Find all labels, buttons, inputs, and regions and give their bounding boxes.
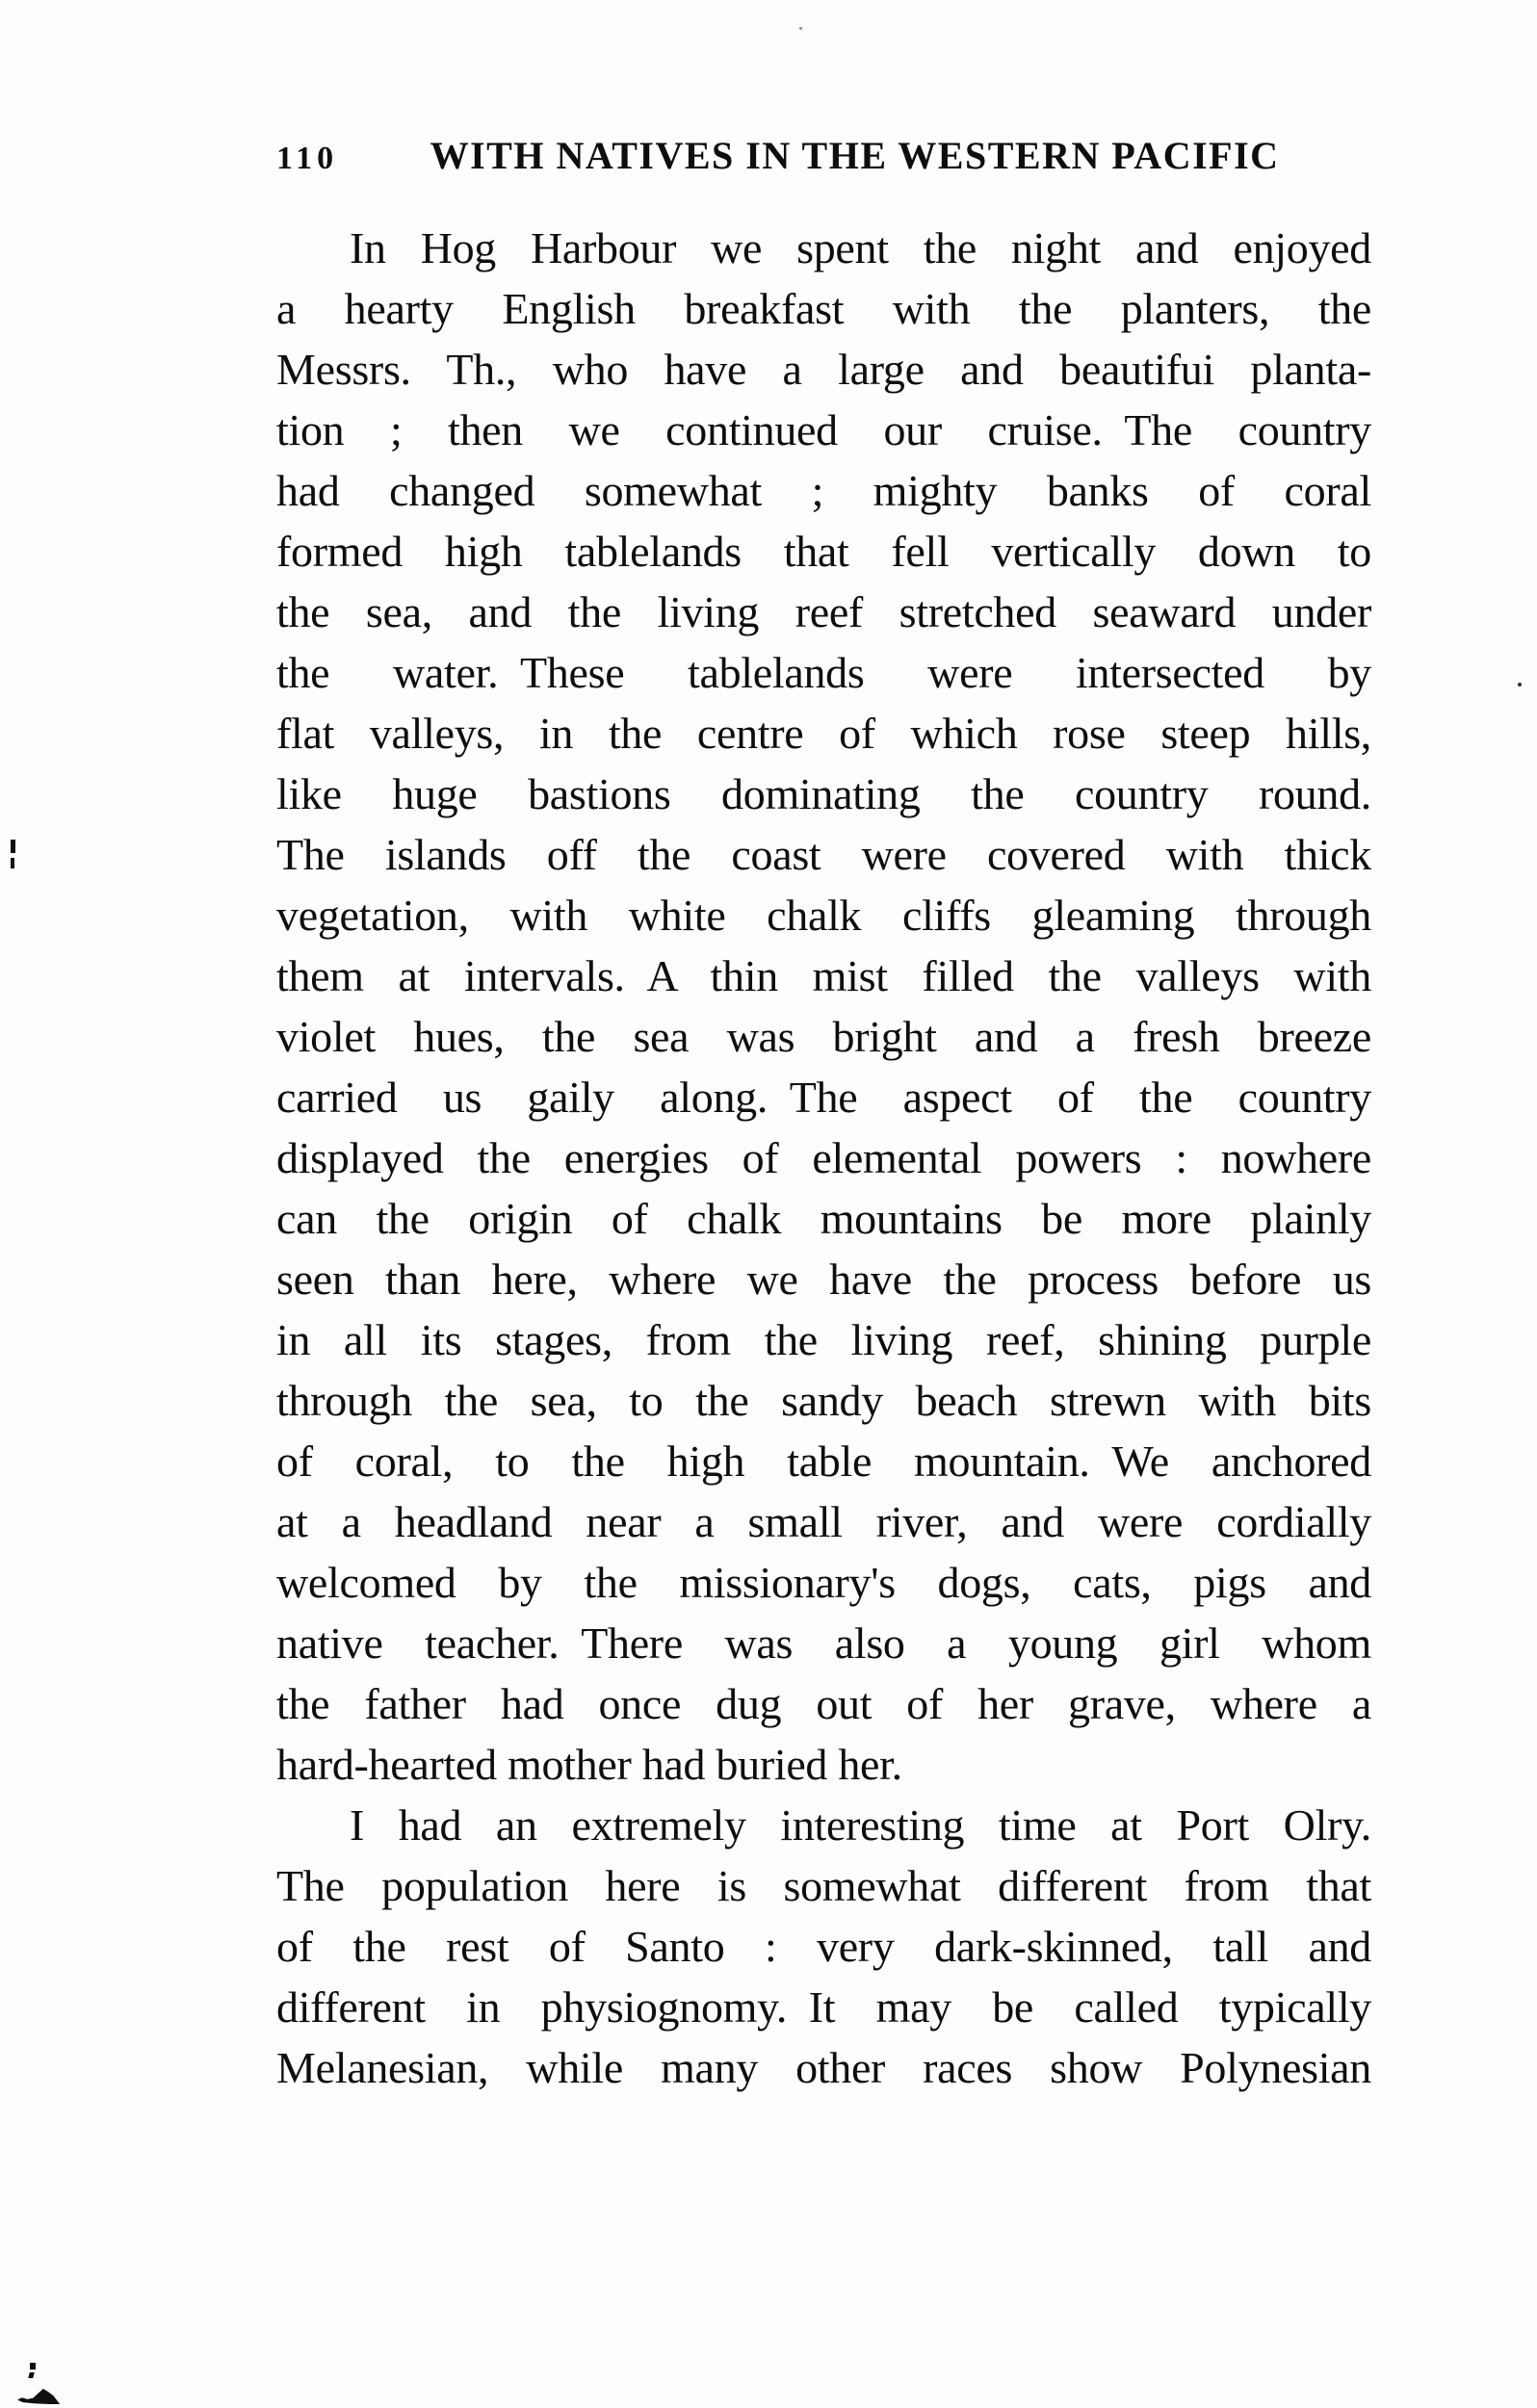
text-line: them at intervals. A thin mist filled the valleys with <box>276 951 1371 1000</box>
scan-artifact <box>11 840 15 853</box>
text-line: can the origin of chalk mountains be more plainly <box>276 1194 1371 1243</box>
scan-artifact <box>17 2389 64 2404</box>
text-line: vegetation, with white chalk cliffs gleaming through <box>276 891 1371 940</box>
text-line: Melanesian, while many other races show Polynesian <box>276 2043 1371 2092</box>
text-line: of the rest of Santo : very dark-skinned, tall and <box>276 1922 1371 1971</box>
scan-artifact <box>30 2363 36 2369</box>
text-line: native teacher. There was also a young girl whom <box>276 1618 1371 1668</box>
text-block <box>276 218 1371 2098</box>
text-line: a hearty English breakfast with the planters, the <box>276 284 1371 333</box>
page-header <box>276 133 1371 178</box>
text-line: The population here is somewhat different from that <box>276 1861 1371 1910</box>
text-line: carried us gaily along. The aspect of the country <box>276 1073 1371 1122</box>
text-line: flat valleys, in the centre of which rose steep hills, <box>276 709 1371 758</box>
text-line: violet hues, the sea was bright and a fresh breeze <box>276 1012 1371 1061</box>
text-line: displayed the energies of elemental powers : nowhere <box>276 1133 1371 1182</box>
text-line: the sea, and the living reef stretched seaward under <box>276 587 1371 636</box>
text-line: the water. These tablelands were intersected by <box>276 648 1371 697</box>
paragraph <box>276 218 1371 1795</box>
text-line: welcomed by the missionary's dogs, cats, pigs and <box>276 1558 1371 1607</box>
text-line: tion ; then we continued our cruise. The country <box>276 405 1371 454</box>
text-line: had changed somewhat ; mighty banks of coral <box>276 466 1371 515</box>
text-line: In Hog Harbour we spent the night and enjoyed <box>350 223 1371 272</box>
text-line: like huge bastions dominating the country round. <box>276 769 1371 818</box>
text-line: The islands off the coast were covered with thick <box>276 830 1371 879</box>
scan-artifact <box>28 2372 34 2378</box>
text-line: of coral, to the high table mountain. We anchored <box>276 1437 1371 1486</box>
scan-artifact <box>1518 683 1522 686</box>
text-line: seen than here, where we have the process before us <box>276 1255 1371 1304</box>
text-line: formed high tablelands that fell vertically down to <box>276 527 1371 576</box>
paragraph <box>276 1795 1371 2098</box>
text-line: the father had once dug out of her grave, where a <box>276 1679 1371 1728</box>
page-number: 110 <box>276 141 339 176</box>
text-line: in all its stages, from the living reef, shining purple <box>276 1315 1371 1364</box>
text-line: at a headland near a small river, and were cordially <box>276 1497 1371 1546</box>
scan-artifact <box>799 27 802 30</box>
text-line: through the sea, to the sandy beach strewn with bits <box>276 1376 1371 1425</box>
scan-artifact <box>11 858 14 868</box>
text-line: Messrs. Th., who have a large and beautifui planta- <box>276 345 1371 394</box>
text-line: I had an extremely interesting time at Port Olry. <box>350 1800 1371 1850</box>
text-line: hard-hearted mother had buried her. <box>276 1740 902 1789</box>
running-title: WITH NATIVES IN THE WESTERN PACIFIC <box>430 134 1280 177</box>
text-line: different in physiognomy. It may be called typically <box>276 1982 1371 2032</box>
